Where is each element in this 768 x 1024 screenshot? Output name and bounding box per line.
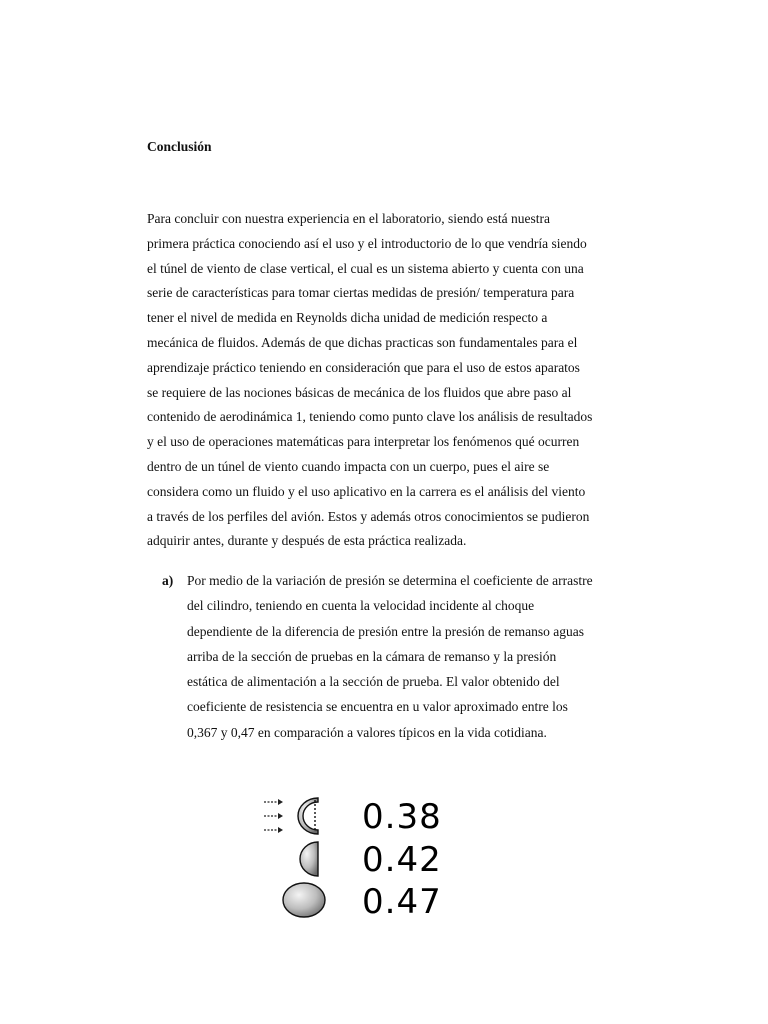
list-item-line: coeficiente de resistencia se encuentra en u valor aproximado entre los xyxy=(187,699,568,715)
paragraph-line: contenido de aerodinámica 1, teniendo como punto clave los análisis de resultados xyxy=(147,409,593,425)
list-item-body xyxy=(187,568,647,745)
paragraph-line: a través de los perfiles del avión. Estos y además otros conocimientos se pudieron xyxy=(147,508,590,524)
sphere-icon xyxy=(283,883,325,917)
paragraph-line: el túnel de viento de clase vertical, el cual es un sistema abierto y cuenta con una xyxy=(147,260,584,276)
drag-value: 0.38 xyxy=(362,797,442,837)
paragraph-line: adquirir antes, durante y después de esta práctica realizada. xyxy=(147,533,467,549)
section-heading: Conclusión xyxy=(147,139,212,154)
list-marker: a) xyxy=(162,573,174,588)
drag-coefficient-figure xyxy=(262,790,492,920)
list-item-line: Por medio de la variación de presión se determina el coeficiente de arrastre xyxy=(187,573,593,588)
paragraph-line: primera práctica conociendo así el uso y el introductorio de lo que vendría siendo xyxy=(147,235,587,251)
list-item-line: 0,367 y 0,47 en comparación a valores típicos en la vida cotidiana. xyxy=(187,724,547,740)
list-item-line: arriba de la sección de pruebas en la cámara de remanso y la presión xyxy=(187,648,557,664)
paragraph-line: Para concluir con nuestra experiencia en el laboratorio, siendo está nuestra xyxy=(147,211,550,226)
conclusion-paragraph xyxy=(147,207,627,554)
paragraph-line: mecánica de fluidos. Además de que dichas practicas son fundamentales para el xyxy=(147,334,578,350)
list-item-line: del cilindro, teniendo en cuenta la velocidad incidente al choque xyxy=(187,598,535,614)
drag-value: 0.42 xyxy=(362,840,442,880)
paragraph-line: tener el nivel de medida en Reynolds dicha unidad de medición respecto a xyxy=(147,310,548,326)
drag-coefficient-graphic xyxy=(262,790,492,920)
list-item-line: dependiente de la diferencia de presión entre la presión de remanso aguas xyxy=(187,623,584,639)
paragraph-line: aprendizaje práctico teniendo en consideración que para el uso de estos aparatos xyxy=(147,359,580,375)
paragraph-line: considera como un fluido y el uso aplicativo en la carrera es el análisis del viento xyxy=(147,483,586,499)
list-item-line: estática de alimentación a la sección de prueba. El valor obtenido del xyxy=(187,674,560,690)
paragraph-line: y el uso de operaciones matemáticas para interpretar los fenómenos qué ocurren xyxy=(147,434,580,450)
solid-hemisphere-icon xyxy=(300,842,318,876)
drag-value: 0.47 xyxy=(362,882,442,920)
hollow-hemisphere-icon xyxy=(264,798,318,834)
paragraph-line: se requiere de las nociones básicas de mecánica de los fluidos que abre paso al xyxy=(147,384,572,400)
paragraph-line: serie de características para tomar ciertas medidas de presión/ temperatura para xyxy=(147,285,575,301)
paragraph-line: dentro de un túnel de viento cuando impacta con un cuerpo, pues el aire se xyxy=(147,458,550,474)
